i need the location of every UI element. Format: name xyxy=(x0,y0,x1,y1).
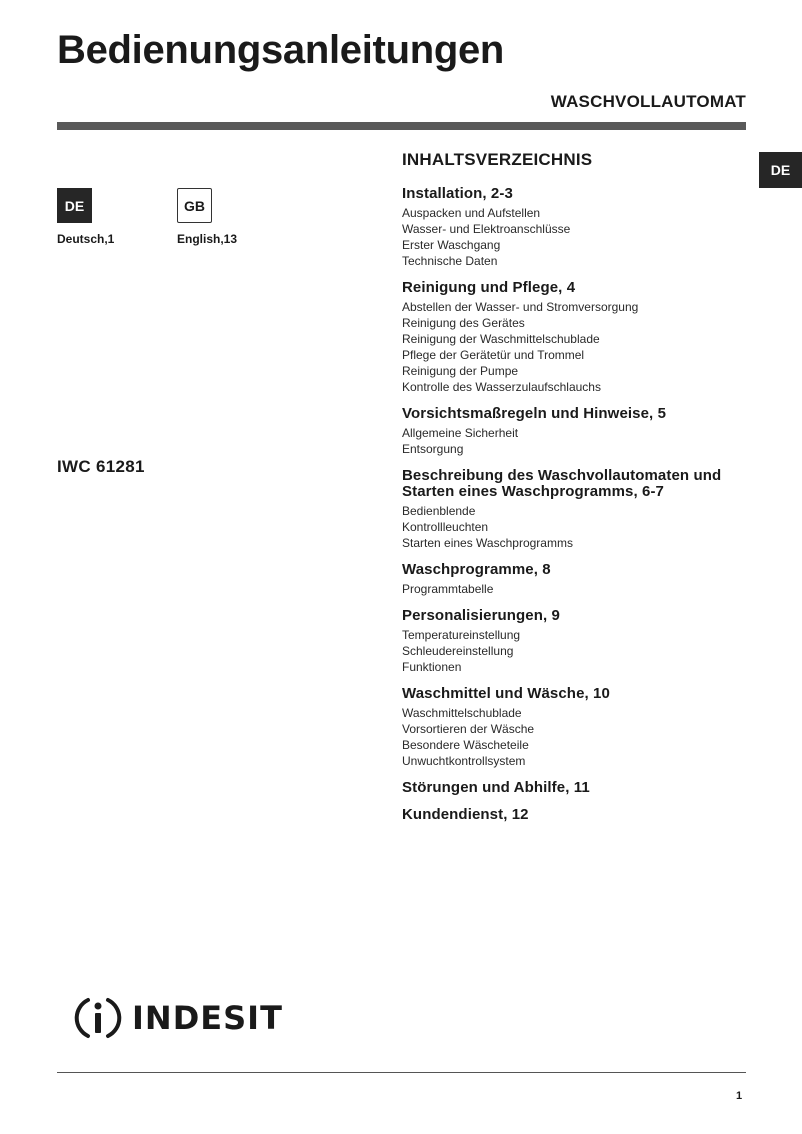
header-divider xyxy=(57,122,746,130)
toc-entry[interactable]: Funktionen xyxy=(402,660,462,674)
toc-entry[interactable]: Bedienblende xyxy=(402,504,476,518)
toc-entry[interactable]: Reinigung der Pumpe xyxy=(402,364,519,378)
toc-section xyxy=(402,186,772,269)
toc-section-title[interactable]: Vorsichtsmaßregeln und Hinweise, 5 xyxy=(402,405,667,422)
language-gb-link[interactable] xyxy=(177,188,237,246)
toc-entry[interactable]: Starten eines Waschprogramms xyxy=(402,536,573,550)
toc-entry[interactable]: Reinigung der Waschmittelschublade xyxy=(402,332,600,346)
product-type-subtitle: WASCHVOLLAUTOMAT xyxy=(550,92,746,111)
toc-entry[interactable]: Auspacken und Aufstellen xyxy=(402,206,541,220)
toc-section xyxy=(402,406,772,457)
toc-section-title[interactable]: Installation, 2-3 xyxy=(402,185,513,202)
toc-section xyxy=(402,686,772,769)
toc-section xyxy=(402,280,772,395)
toc-entry[interactable]: Entsorgung xyxy=(402,442,464,456)
model-number: IWC 61281 xyxy=(57,457,145,476)
language-de-link[interactable] xyxy=(57,188,114,246)
language-code-de: DE xyxy=(57,188,92,223)
toc-entry[interactable]: Erster Waschgang xyxy=(402,238,501,252)
language-side-tab: DE xyxy=(759,152,802,188)
toc-section xyxy=(402,780,772,796)
toc-section-title[interactable]: Reinigung und Pflege, 4 xyxy=(402,279,576,296)
toc-entry[interactable]: Kontrollleuchten xyxy=(402,520,489,534)
toc-section xyxy=(402,468,772,551)
toc-entry[interactable]: Allgemeine Sicherheit xyxy=(402,426,519,440)
toc-entry[interactable]: Vorsortieren der Wäsche xyxy=(402,722,535,736)
toc-section-title[interactable]: Kundendienst, 12 xyxy=(402,806,529,823)
toc-heading: INHALTSVERZEICHNIS xyxy=(402,150,593,169)
toc-section xyxy=(402,608,772,675)
toc-entry[interactable]: Schleudereinstellung xyxy=(402,644,514,658)
toc-entry[interactable]: Reinigung des Gerätes xyxy=(402,316,525,330)
brand-logo xyxy=(72,992,283,1044)
toc-section-title[interactable]: Beschreibung des Waschvollautomaten und Starten eines Waschprogramms, 6-7 xyxy=(402,467,722,500)
table-of-contents xyxy=(402,150,772,834)
language-label-gb: English,13 xyxy=(177,232,238,246)
brand-name: INDESIT xyxy=(132,999,283,1037)
toc-section-title[interactable]: Personalisierungen, 9 xyxy=(402,607,560,624)
toc-entry[interactable]: Kontrolle des Wasserzulaufschlauchs xyxy=(402,380,601,394)
toc-section xyxy=(402,807,772,823)
page-title: Bedienungsanleitungen xyxy=(57,28,505,72)
toc-entry[interactable]: Waschmittelschublade xyxy=(402,706,522,720)
toc-entry[interactable]: Besondere Wäscheteile xyxy=(402,738,529,752)
toc-section xyxy=(402,562,772,597)
language-code-gb: GB xyxy=(177,188,212,223)
toc-entry[interactable]: Temperatureinstellung xyxy=(402,628,521,642)
toc-entry[interactable]: Wasser- und Elektroanschlüsse xyxy=(402,222,571,236)
indesit-logo-icon xyxy=(72,992,124,1044)
toc-entry[interactable]: Programmtabelle xyxy=(402,582,494,596)
toc-section-list xyxy=(402,186,772,823)
language-label-de: Deutsch,1 xyxy=(57,232,115,246)
toc-entry[interactable]: Unwuchtkontrollsystem xyxy=(402,754,526,768)
toc-entry[interactable]: Pflege der Gerätetür und Trommel xyxy=(402,348,585,362)
toc-section-title[interactable]: Störungen und Abhilfe, 11 xyxy=(402,779,590,796)
footer-divider xyxy=(57,1072,746,1073)
toc-section-title[interactable]: Waschmittel und Wäsche, 10 xyxy=(402,685,610,702)
toc-section-title[interactable]: Waschprogramme, 8 xyxy=(402,561,551,578)
toc-entry[interactable]: Technische Daten xyxy=(402,254,498,268)
toc-entry[interactable]: Abstellen der Wasser- und Stromversorgung xyxy=(402,300,639,314)
page-number: 1 xyxy=(736,1090,743,1102)
